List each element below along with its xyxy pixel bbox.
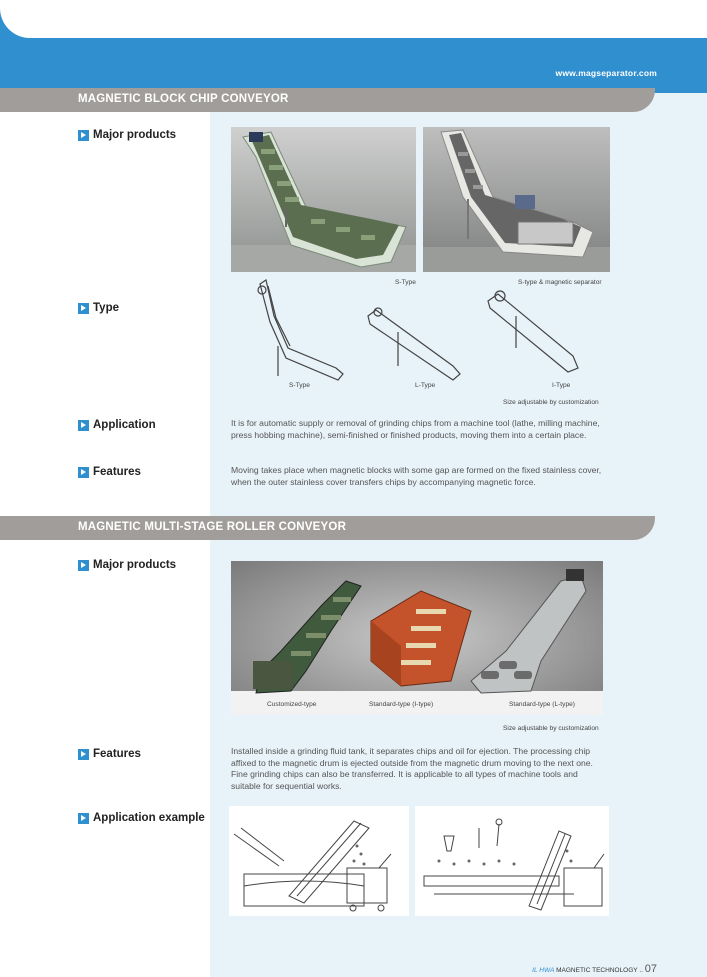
page-number: 07 [644,963,657,975]
caption-type-l: L-Type [415,382,436,389]
features-text: Moving takes place when magnetic blocks with some gap are formed on the fixed stainless cover, when the outer stainless cover transfers chips by accompanying magnetic force. [231,465,602,487]
caption-standard-i: Standard-type (I-type) [369,701,434,708]
section-title: MAGNETIC BLOCK CHIP CONVEYOR [78,93,289,105]
footer-text: MAGNETIC TECHNOLOGY .. [556,967,643,974]
application-example-drawings [229,806,609,916]
label-type: Type [78,302,119,314]
photo-roller-conveyors [231,561,603,715]
application-text: It is for automatic supply or removal of grinding chips from a machine tool (lathe, milling machine, press hobbing machine), semi-finished or finished products, moving them into a certain place. [231,418,600,440]
arrow-icon [78,303,89,314]
label-application: Application [78,419,156,431]
caption-type-s: S-Type [289,382,310,389]
section-bar-roller-conveyor [0,516,655,540]
arrow-icon [78,130,89,141]
caption-type-i: I-Type [552,382,571,389]
arrow-icon [78,560,89,571]
caption-standard-l: Standard-type (L-type) [509,701,575,708]
footer-brand: IL HWA [532,967,555,974]
footer [532,963,657,975]
s-type-drawing [258,280,343,380]
label-features-2: Features [78,748,141,760]
label-application-example: Application example [78,812,205,824]
label-features: Features [78,466,141,478]
i-type-drawing [488,291,578,372]
section-bar-block-chip [0,88,655,112]
features-text-2: Installed inside a grinding fluid tank, it separates chips and oil for ejection. The processing chip affixed to the magnetic drum is ejected outside from the magnetic drum moving to the next one. Fine grinding chips can also be transferred. It is applicable to all types of machine tools and suitable for sequential works. [231,746,593,791]
photo-s-type-conveyor [231,127,416,272]
label-major-products: Major products [78,129,176,141]
caption-s-type: S-Type [395,279,416,286]
l-type-drawing [368,308,460,380]
type-drawings [248,276,618,384]
website-url[interactable]: www.magseparator.com [555,68,657,78]
arrow-icon [78,813,89,824]
size-note-2: Size adjustable by customization [503,725,599,732]
photo-s-type-magnetic-separator [423,127,610,272]
header-white-cap [0,0,707,38]
section-title: MAGNETIC MULTI-STAGE ROLLER CONVEYOR [78,521,347,533]
arrow-icon [78,749,89,760]
caption-customized: Customized-type [267,701,317,708]
size-note: Size adjustable by customization [503,399,599,406]
arrow-icon [78,420,89,431]
label-major-products-2: Major products [78,559,176,571]
caption-s-type-separator: S-type & magnetic separator [518,279,602,286]
arrow-icon [78,467,89,478]
